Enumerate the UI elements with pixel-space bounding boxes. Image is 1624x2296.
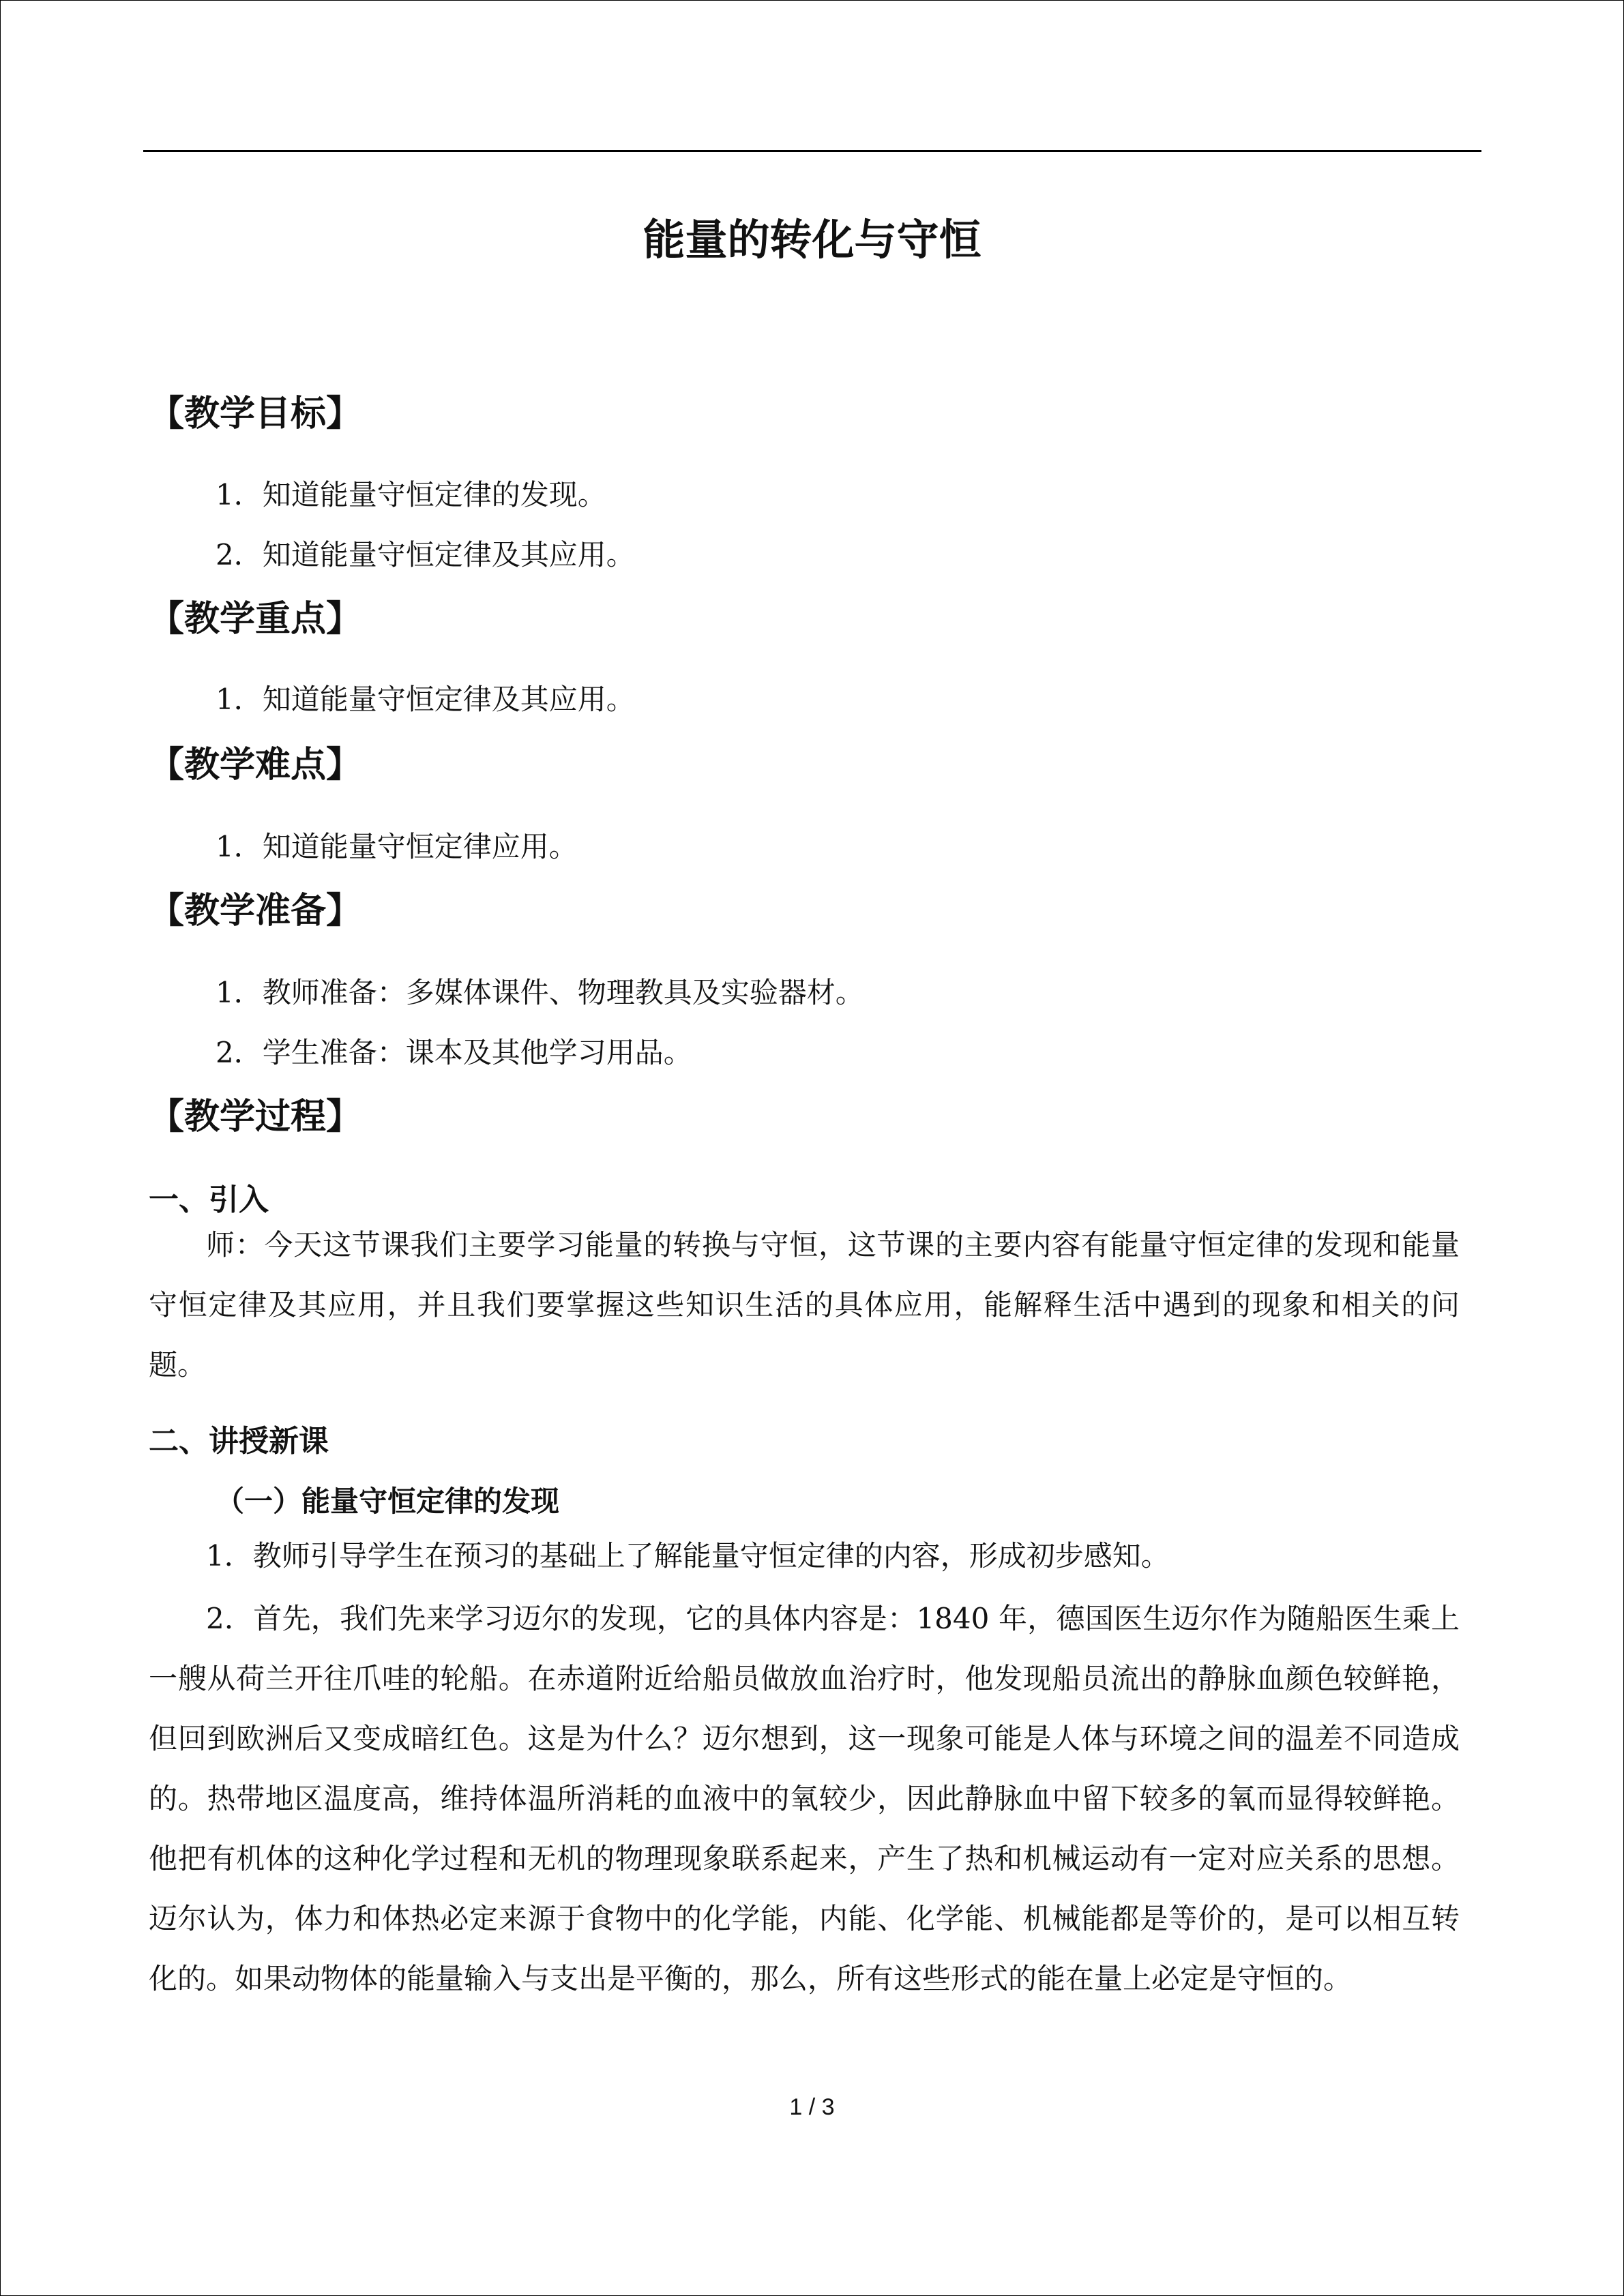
preparation-item-1: 1．教师准备：多媒体课件、物理教具及实验器材。 — [216, 976, 864, 1009]
section-heading-key-points: 【教学重点】 — [149, 599, 362, 640]
section-heading-process: 【教学过程】 — [149, 1097, 362, 1137]
page-number: 1 / 3 — [789, 2094, 835, 2120]
difficulty-item-1: 1．知道能量守恒定律应用。 — [216, 830, 578, 863]
intro-paragraph: 师：今天这节课我们主要学习能量的转换与守恒，这节课的主要内容有能量守恒定律的发现和能量守恒定律及其应用，并且我们要掌握这些知识生活的具体应用，能解释生活中遇到的现象和相关的问题。 — [149, 1228, 1460, 1382]
part-heading-new-lesson: 二、讲授新课 — [149, 1424, 329, 1459]
header-rule — [143, 150, 1481, 152]
part-heading-intro: 一、引入 — [149, 1182, 269, 1217]
lesson-paragraph-2: 2．首先，我们先来学习迈尔的发现，它的具体内容是：1840 年，德国医生迈尔作为随船医生乘上一艘从荷兰开往爪哇的轮船。在赤道附近给船员做放血治疗时，他发现船员流出的静脉血颜色较鲜艳，但回到欧洲后又变成暗红色。这是为什么？迈尔想到，这一现象可能是人体与环境之间的温差不同造成的。热带地区温度高，维持体温所消耗的血液中的氧较少，因此静脉血中留下较多的氧而显得较鲜艳。他把有机体的这种化学过程和无机的物理现象联系起来，产生了热和机械运动有一定对应关系的思想。迈尔认为，体力和体热必定来源于食物中的化学能，内能、化学能、机械能都是等价的，是可以相互转化的。如果动物体的能量输入与支出是平衡的，那么，所有这些形式的能在量上必定是守恒的。 — [149, 1602, 1460, 1995]
sub-heading-discovery: （一）能量守恒定律的发现 — [216, 1485, 560, 1518]
section-heading-objectives: 【教学目标】 — [149, 393, 362, 434]
objective-item-2: 2．知道能量守恒定律及其应用。 — [216, 538, 635, 571]
key-point-item-1: 1．知道能量守恒定律及其应用。 — [216, 683, 635, 716]
preparation-item-2: 2．学生准备：课本及其他学习用品。 — [216, 1036, 692, 1069]
page-title: 能量的转化与守恒 — [643, 215, 981, 265]
section-heading-preparation: 【教学准备】 — [149, 891, 362, 931]
lesson-paragraph-1: 1．教师引导学生在预习的基础上了解能量守恒定律的内容，形成初步感知。 — [206, 1539, 1170, 1572]
objective-item-1: 1．知道能量守恒定律的发现。 — [216, 478, 606, 511]
section-heading-difficulties: 【教学难点】 — [149, 745, 362, 786]
